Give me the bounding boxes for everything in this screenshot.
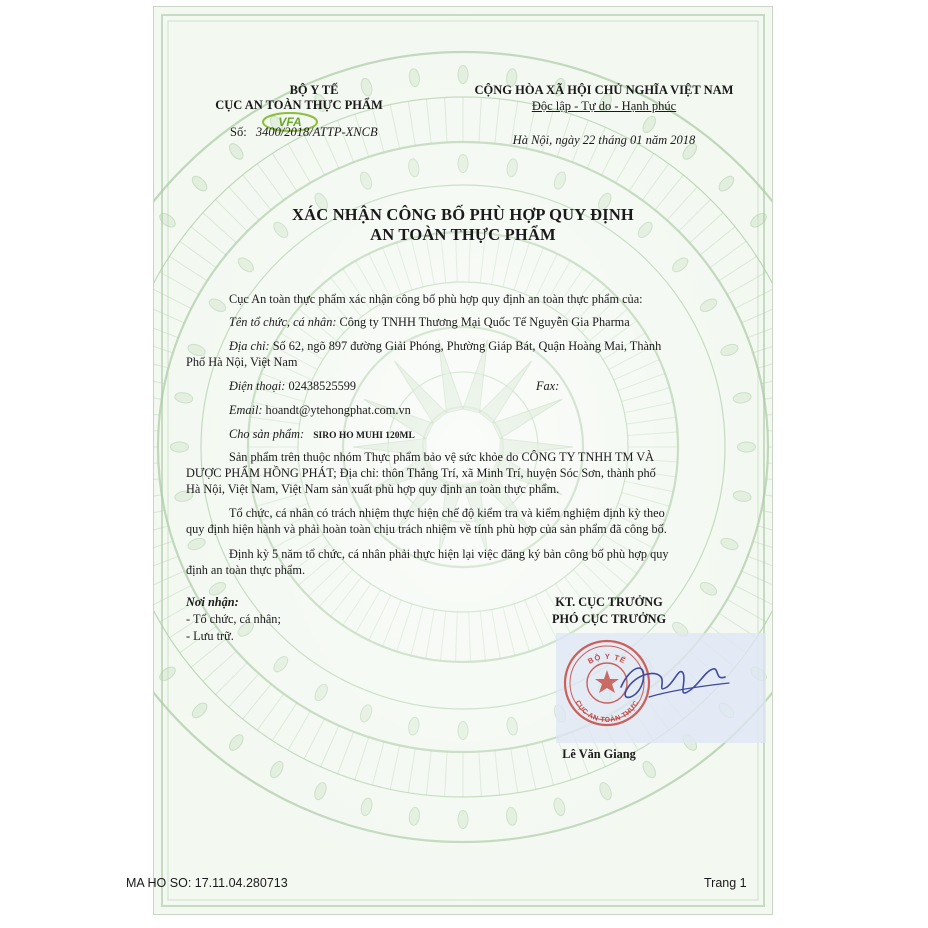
address-value-line1: Số 62, ngõ 897 đường Giải Phóng, Phường Giáp Bát, Quận Hoàng Mai, Thành bbox=[272, 339, 662, 353]
certificate-document bbox=[153, 6, 773, 915]
handwritten-signature bbox=[609, 647, 749, 717]
phone-row bbox=[229, 377, 356, 395]
address-value-line2: Phố Hà Nội, Việt Nam bbox=[186, 355, 298, 369]
national-motto bbox=[444, 99, 764, 114]
email-label: Email: bbox=[229, 403, 263, 417]
paragraph-2-line1: Tổ chức, cá nhân có trách nhiệm thực hiện chế độ kiểm tra và kiểm nghiệm định kỳ theo bbox=[229, 506, 665, 520]
paragraph-1-line2: DƯỢC PHẨM HỒNG PHÁT; Địa chỉ: thôn Thắng Trí, xã Minh Trí, huyện Sóc Sơn, thành phố bbox=[186, 466, 656, 480]
document-number-value: 3400/2018/ATTP-XNCB bbox=[255, 125, 378, 139]
paragraph-3-line1: Định kỳ 5 năm tổ chức, cá nhân phải thực hiện lại việc đăng ký bản công bố phù hợp quy bbox=[229, 547, 669, 561]
product-value: SIRO HO MUHI 120ML bbox=[313, 431, 415, 441]
paragraph-2-line2: quy định hiện hành và phải hoàn toàn chịu trách nhiệm về tính phù hợp của sản phẩm đã công bố. bbox=[186, 522, 667, 536]
paragraph-3-line2: định an toàn thực phẩm. bbox=[186, 563, 306, 577]
stamp-bottom-text: CỤC AN TOÀN THỰC bbox=[573, 699, 641, 725]
signer-role-1: KT. CỤC TRƯỞNG bbox=[555, 595, 663, 609]
paragraph-1-line1: Sản phẩm trên thuộc nhóm Thực phẩm bảo vệ sức khỏe do CÔNG TY TNHH TM VÀ bbox=[229, 450, 654, 464]
signer-name: Lê Văn Giang bbox=[562, 747, 636, 761]
organization-value: Công ty TNHH Thương Mại Quốc Tế Nguyễn Gia Pharma bbox=[339, 315, 630, 329]
paragraph-1-line3: Hà Nội, Việt Nam, Việt Nam sản xuất phù hợp quy định an toàn thực phẩm. bbox=[186, 482, 560, 496]
phone-value: 02438525599 bbox=[288, 379, 357, 393]
address-label: Địa chỉ: bbox=[229, 339, 270, 353]
national-motto-text: Độc lập - Tự do - Hạnh phúc bbox=[531, 99, 677, 113]
organization-row bbox=[229, 313, 630, 331]
country-name: CỘNG HÒA XÃ HỘI CHỦ NGHĨA VIỆT NAM bbox=[474, 83, 734, 97]
document-title-line2: AN TOÀN THỰC PHẨM bbox=[370, 225, 556, 244]
organization-label: Tên tổ chức, cá nhân: bbox=[229, 315, 337, 329]
fax-label: Fax: bbox=[536, 379, 560, 393]
document-title-line1: XÁC NHẬN CÔNG BỐ PHÙ HỢP QUY ĐỊNH bbox=[292, 205, 634, 224]
place-and-date: Hà Nội, ngày 22 tháng 01 năm 2018 bbox=[512, 133, 696, 147]
agency-name: CỤC AN TOÀN THỰC PHẨM bbox=[215, 98, 383, 112]
recipients-label: Nơi nhận: bbox=[186, 595, 239, 609]
page-number: Trang 1 bbox=[704, 876, 747, 890]
product-row bbox=[229, 425, 415, 445]
email-value: hoandt@ytehongphat.com.vn bbox=[265, 403, 411, 417]
email-row bbox=[229, 401, 411, 419]
vfa-logo-text: VFA bbox=[278, 115, 302, 129]
recipient-item-2: - Lưu trữ. bbox=[186, 629, 234, 643]
document-number-label: Số: bbox=[230, 125, 247, 139]
ministry-name: BỘ Y TẾ bbox=[289, 83, 339, 97]
product-label: Cho sản phẩm: bbox=[229, 427, 305, 441]
phone-label: Điện thoại: bbox=[229, 379, 286, 393]
intro-text: Cục An toàn thực phẩm xác nhận công bố phù hợp quy định an toàn thực phẩm của: bbox=[229, 292, 643, 306]
document-number bbox=[230, 125, 378, 140]
recipient-item-1: - Tổ chức, cá nhân; bbox=[186, 612, 281, 626]
signer-role-2: PHÓ CỤC TRƯỞNG bbox=[551, 612, 667, 626]
file-number: MA HO SO: 17.11.04.280713 bbox=[126, 876, 288, 890]
stamp-top-text: BỘ Y TẾ bbox=[586, 651, 628, 666]
